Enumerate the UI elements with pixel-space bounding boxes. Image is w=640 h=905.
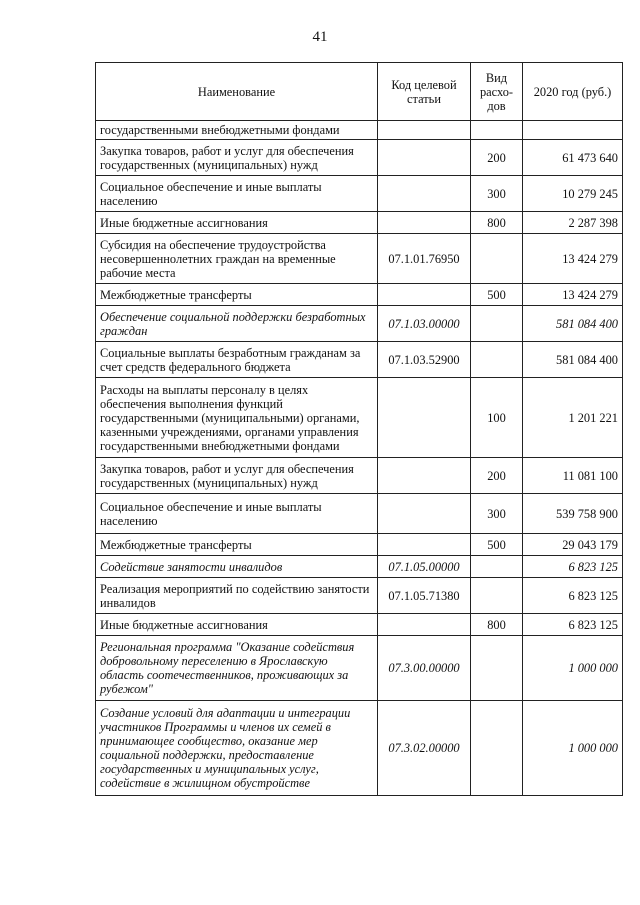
table-row [96, 556, 623, 578]
row-code: 07.1.05.00000 [378, 556, 471, 578]
table-row [96, 306, 623, 342]
row-amount: 539 758 900 [523, 494, 623, 534]
row-code: 07.1.05.71380 [378, 578, 471, 614]
table-row [96, 458, 623, 494]
row-expense-type [471, 578, 523, 614]
row-amount: 13 424 279 [523, 234, 623, 284]
row-amount: 1 000 000 [523, 636, 623, 701]
row-expense-type [471, 556, 523, 578]
row-name: Закупка товаров, работ и услуг для обеспечения государственных (муниципальных) нужд [96, 458, 378, 494]
row-name: Социальные выплаты безработным гражданам за счет средств федерального бюджета [96, 342, 378, 378]
row-name: Иные бюджетные ассигнования [96, 614, 378, 636]
row-expense-type: 300 [471, 176, 523, 212]
row-expense-type: 100 [471, 378, 523, 458]
row-expense-type: 800 [471, 212, 523, 234]
row-code: 07.3.02.00000 [378, 701, 471, 796]
row-name: Расходы на выплаты персоналу в целях обеспечения выполнения функций государственными (муниципальными) органами, казенными учреждениями, органами управления государственными внебюджетными фондами [96, 378, 378, 458]
row-name: Социальное обеспечение и иные выплаты населению [96, 176, 378, 212]
row-code: 07.1.03.00000 [378, 306, 471, 342]
header-code: Код целевой статьи [378, 63, 471, 121]
row-amount: 10 279 245 [523, 176, 623, 212]
row-code [378, 494, 471, 534]
header-name: Наименование [96, 63, 378, 121]
table-row [96, 534, 623, 556]
row-amount: 1 000 000 [523, 701, 623, 796]
row-code: 07.3.00.00000 [378, 636, 471, 701]
row-expense-type: 500 [471, 534, 523, 556]
table-row [96, 212, 623, 234]
row-name: Региональная программа "Оказание содействия добровольному переселению в Ярославскую область соотечественников, проживающих за рубежом" [96, 636, 378, 701]
row-name: Субсидия на обеспечение трудоустройства несовершеннолетних граждан на временные рабочие места [96, 234, 378, 284]
row-amount: 581 084 400 [523, 342, 623, 378]
row-amount: 29 043 179 [523, 534, 623, 556]
table-row [96, 614, 623, 636]
row-code: 07.1.03.52900 [378, 342, 471, 378]
row-code [378, 212, 471, 234]
row-amount: 6 823 125 [523, 556, 623, 578]
row-expense-type [471, 701, 523, 796]
row-amount: 2 287 398 [523, 212, 623, 234]
row-code [378, 378, 471, 458]
row-name: Социальное обеспечение и иные выплаты населению [96, 494, 378, 534]
row-amount [523, 121, 623, 140]
row-amount: 11 081 100 [523, 458, 623, 494]
table-row [96, 578, 623, 614]
row-expense-type: 200 [471, 140, 523, 176]
row-expense-type [471, 636, 523, 701]
row-expense-type [471, 234, 523, 284]
budget-table [95, 62, 623, 796]
row-amount: 6 823 125 [523, 578, 623, 614]
table-row [96, 176, 623, 212]
row-code [378, 614, 471, 636]
table-body [96, 121, 623, 796]
row-amount: 6 823 125 [523, 614, 623, 636]
table-row [96, 378, 623, 458]
row-expense-type [471, 121, 523, 140]
row-code [378, 534, 471, 556]
page-number: 41 [312, 29, 328, 45]
row-name: Иные бюджетные ассигнования [96, 212, 378, 234]
row-amount: 1 201 221 [523, 378, 623, 458]
row-amount: 581 084 400 [523, 306, 623, 342]
table-row [96, 121, 623, 140]
row-name: Закупка товаров, работ и услуг для обеспечения государственных (муниципальных) нужд [96, 140, 378, 176]
row-expense-type [471, 342, 523, 378]
row-name: Обеспечение социальной поддержки безработных граждан [96, 306, 378, 342]
table-row [96, 342, 623, 378]
row-code [378, 176, 471, 212]
row-amount: 13 424 279 [523, 284, 623, 306]
row-name: Межбюджетные трансферты [96, 534, 378, 556]
row-expense-type: 500 [471, 284, 523, 306]
table-header-row [96, 63, 623, 121]
row-code: 07.1.01.76950 [378, 234, 471, 284]
row-name: Реализация мероприятий по содействию занятости инвалидов [96, 578, 378, 614]
table-row [96, 284, 623, 306]
table-row [96, 234, 623, 284]
table-row [96, 140, 623, 176]
row-code [378, 121, 471, 140]
row-name: Межбюджетные трансферты [96, 284, 378, 306]
row-code [378, 140, 471, 176]
row-name: Содействие занятости инвалидов [96, 556, 378, 578]
row-code [378, 458, 471, 494]
header-expense-type: Вид расхо-дов [471, 63, 523, 121]
row-expense-type: 800 [471, 614, 523, 636]
row-expense-type [471, 306, 523, 342]
row-name: государственными внебюджетными фондами [96, 121, 378, 140]
table-row [96, 636, 623, 701]
table-row [96, 701, 623, 796]
row-name: Создание условий для адаптации и интеграции участников Программы и членов их семей в принимающее сообщество, оказание мер социальной поддержки, предоставление государственных и муниципальных услуг, содействие в жилищном обустройстве [96, 701, 378, 796]
header-amount-2020: 2020 год (руб.) [523, 63, 623, 121]
row-expense-type: 300 [471, 494, 523, 534]
table-row [96, 494, 623, 534]
row-code [378, 284, 471, 306]
row-amount: 61 473 640 [523, 140, 623, 176]
row-expense-type: 200 [471, 458, 523, 494]
